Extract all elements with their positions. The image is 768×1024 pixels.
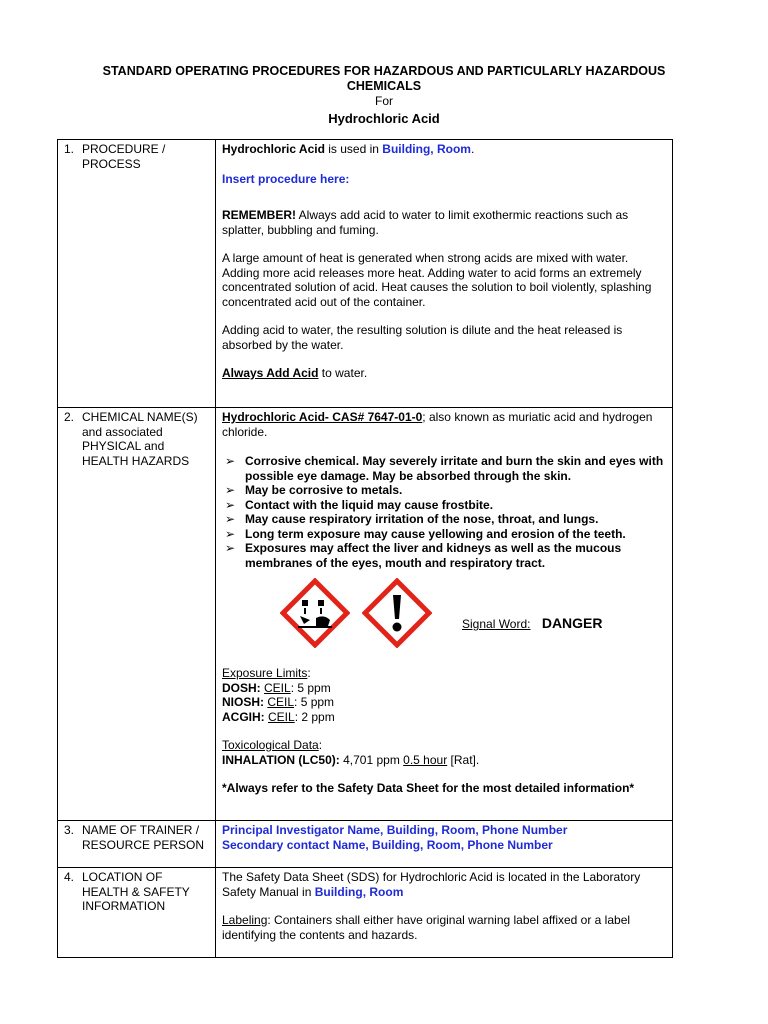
exposure-limit-row: NIOSH: CEIL: 5 ppm bbox=[222, 695, 335, 709]
hazard-item: ➢ Corrosive chemical. May severely irritate and burn the skin and eyes with possible eye damage. May be absorbed through the skin. bbox=[225, 454, 664, 483]
location-content-cell bbox=[216, 868, 673, 958]
dilution-explanation: Adding acid to water, the resulting solution is dilute and the heat released is absorbed by the water. bbox=[222, 323, 623, 352]
location-label: LOCATION OF HEALTH & SAFETY INFORMATION bbox=[82, 870, 190, 913]
hazard-item: ➢ May cause respiratory irritation of the nose, throat, and lungs. bbox=[225, 512, 599, 526]
trainer-label: NAME OF TRAINER / RESOURCE PERSON bbox=[82, 823, 205, 852]
principal-investigator-placeholder: Principal Investigator Name, Building, Room, Phone Number bbox=[222, 823, 568, 837]
building-room-placeholder: Building, Room bbox=[314, 884, 404, 899]
chemical-content-cell bbox=[216, 408, 673, 821]
labeling-note: Labeling: Containers shall either have original warning label affixed or a label identifying the contents and hazards. bbox=[222, 913, 631, 942]
sds-reference-note: *Always refer to the Safety Data Sheet for the most detailed information* bbox=[222, 781, 635, 795]
procedure-row bbox=[58, 140, 673, 408]
pictogram-row bbox=[280, 578, 666, 648]
secondary-contact-placeholder: Secondary contact Name, Building, Room, Phone Number bbox=[222, 837, 553, 852]
always-add-acid-note: Always Add Acid to water. bbox=[222, 366, 368, 380]
arrow-bullet-icon: ➢ bbox=[225, 526, 236, 541]
row-number: 3. bbox=[64, 823, 75, 837]
trainer-content-cell bbox=[216, 821, 673, 868]
signal-word-label: Signal Word: bbox=[462, 617, 531, 632]
hazard-item: ➢ Exposures may affect the liver and kidneys as well as the mucous membranes of the eyes, mouth and respiratory tract. bbox=[225, 541, 622, 570]
hazard-item: ➢ May be corrosive to metals. bbox=[225, 483, 403, 497]
chemical-row bbox=[58, 408, 673, 821]
procedure-content-cell bbox=[216, 140, 673, 408]
hazard-item: ➢ Contact with the liquid may cause frostbite. bbox=[225, 497, 494, 512]
chemical-label-cell bbox=[58, 408, 216, 821]
row-number: 2. bbox=[64, 410, 75, 424]
arrow-bullet-icon: ➢ bbox=[225, 512, 236, 526]
arrow-bullet-icon: ➢ bbox=[225, 541, 236, 555]
signal-word-value: DANGER bbox=[541, 615, 603, 632]
insert-procedure-placeholder: Insert procedure here: bbox=[222, 171, 350, 186]
tox-data-row: INHALATION (LC50): 4,701 ppm 0.5 hour [Rat]. bbox=[222, 752, 480, 767]
procedure-intro: Hydrochloric Acid is used in Building, Room. bbox=[222, 142, 475, 156]
sds-location: The Safety Data Sheet (SDS) for Hydrochloric Acid is located in the Laboratory Safety Manual in Building, Room bbox=[222, 870, 641, 899]
remember-note: REMEMBER! Always add acid to water to limit exothermic reactions such as splatter, bubbling and fuming. bbox=[222, 208, 629, 237]
chemical-title: Hydrochloric Acid bbox=[328, 111, 440, 126]
hazard-list bbox=[222, 454, 666, 570]
document-header bbox=[0, 64, 768, 127]
arrow-bullet-icon: ➢ bbox=[225, 483, 236, 497]
building-room-placeholder: Building, Room bbox=[382, 142, 471, 156]
document-title: STANDARD OPERATING PROCEDURES FOR HAZARDOUS AND PARTICULARLY HAZARDOUS CHEMICALS bbox=[102, 64, 666, 93]
exposure-limits-heading: Exposure Limits: bbox=[222, 666, 311, 680]
arrow-bullet-icon: ➢ bbox=[225, 497, 236, 512]
chemical-name: Hydrochloric Acid- CAS# 7647-01-0; also known as muriatic acid and hydrogen chloride. bbox=[222, 410, 653, 439]
corrosion-pictogram-icon bbox=[280, 578, 350, 648]
arrow-bullet-icon: ➢ bbox=[225, 454, 236, 468]
trainer-row bbox=[58, 821, 673, 868]
exposure-limit-row: DOSH: CEIL: 5 ppm bbox=[222, 680, 331, 695]
hazard-item: ➢ Long term exposure may cause yellowing and erosion of the teeth. bbox=[225, 526, 626, 541]
signal-word bbox=[462, 616, 603, 632]
row-number: 1. bbox=[64, 142, 75, 156]
exposure-limit-row: ACGIH: CEIL: 2 ppm bbox=[222, 709, 335, 724]
sop-table bbox=[57, 139, 673, 958]
chemical-label: CHEMICAL NAME(S) and associated PHYSICAL and HEALTH HAZARDS bbox=[82, 410, 198, 468]
exclamation-pictogram-icon bbox=[362, 578, 432, 648]
trainer-label-cell bbox=[58, 821, 216, 868]
location-label-cell bbox=[58, 868, 216, 958]
procedure-label: PROCEDURE / PROCESS bbox=[82, 142, 166, 171]
procedure-label-cell bbox=[58, 140, 216, 408]
tox-data-heading: Toxicological Data: bbox=[222, 738, 323, 752]
heat-explanation: A large amount of heat is generated when strong acids are mixed with water. Adding more acid releases more heat. Adding water to acid forms an extremely concentrated solution of acid. Heat causes the solution to boil violently, splashing concentrated acid out of the container. bbox=[222, 251, 652, 309]
location-row bbox=[58, 868, 673, 958]
for-label: For bbox=[375, 94, 393, 108]
row-number: 4. bbox=[64, 870, 75, 884]
